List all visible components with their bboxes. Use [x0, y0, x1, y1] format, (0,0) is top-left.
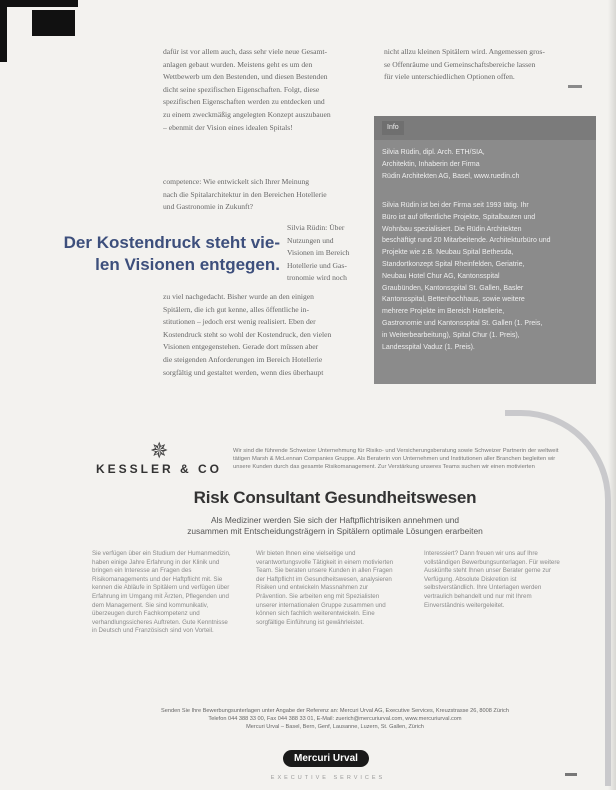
text-line: Hotellerie und Gas-	[287, 260, 347, 270]
text-line: dicht seine spezifischen Eigenschaften. Folgt, diese	[163, 84, 320, 94]
text-line: in Weiterbearbeitung), Spital Chur (1. Preis),	[382, 331, 520, 339]
text-line: tronomie wird noch	[287, 273, 347, 283]
corner-mark-top	[0, 0, 78, 7]
text-line: die steigenden Anforderungen im Bereich Hotellerie	[163, 354, 323, 364]
text-line: Neubau Hotel Chur AG, Kantonsspital	[382, 272, 500, 280]
mercuri-urval-logo: Mercuri Urval	[283, 750, 369, 767]
ad-column-1: Sie verfügen über ein Studium der Humanmedizin, haben einige Jahre Erfahrung in der Klinik und bringen ein Interesse an Fragen des Risikomanagements und der Haftpflicht mit. Sie kennen die Abläufe in Spitälern und verfügen über Erfahrung im Umgang mit Ärzten, Pflegenden und dem Management. Sie sind kommunikativ, überzeugen durch Fachkompetenz und verhandlungssicheres Auftreten. Gute Kenntnisse in Deutsch und Französisch sind von Vorteil.	[92, 550, 231, 635]
text-line: Silvia Rüdin, dipl. Arch. ETH/SIA,	[382, 149, 485, 156]
text-line: Büro ist auf öffentliche Projekte, Spitalbauten und	[382, 213, 536, 221]
text-line: Visionen im Bereich	[287, 248, 350, 258]
text-line: sorgfältig und gestaltet werden, wenn dies überhaupt	[163, 367, 324, 377]
info-box-header	[374, 116, 596, 140]
text-line: Rüdin Architekten AG, Basel, www.ruedin.ch	[382, 172, 520, 180]
interview-answer-start	[287, 222, 369, 285]
text-line: stitutionen – jedoch erst wenig realisiert. Eben der	[163, 317, 316, 327]
text-line: nicht allzu kleinen Spitälern wird. Angemessen gros-	[384, 47, 545, 56]
text-line: dafür ist vor allem auch, dass sehr viele neue Gesamt-	[163, 47, 328, 56]
article-column-2	[384, 46, 594, 84]
text-line: mehrere Projekte im Bereich Hotellerie,	[382, 308, 505, 316]
text-line: Nutzungen und	[287, 235, 334, 245]
article-column-1-top	[163, 46, 368, 134]
text-line: Landesspital Vaduz (1. Preis).	[382, 343, 475, 351]
ad-footer-line: Senden Sie Ihre Bewerbungsunterlagen unter Angabe der Referenz an: Mercuri Urval AG, Executive Services, Kreuzstrasse 26, 8008 Zürich	[161, 708, 509, 714]
text-line: Kantonsspital, Bettenhochhaus, sowie weitere	[382, 296, 525, 304]
section-marker-block	[32, 10, 75, 36]
text-line: zu einem zweckmäßig angelegten Konzept auszubauen	[163, 109, 331, 119]
text-line: zu viel nachgedacht. Bisher wurde an den einigen	[163, 292, 314, 301]
text-line: – ebenmit der Vision eines idealen Spitals!	[163, 122, 293, 132]
ad-contact-footer	[100, 707, 570, 732]
ad-intro: Wir sind die führende Schweizer Unternehmung für Risiko- und Versicherungsberatung sowie Schweizer Partnerin der weltweit tätigen Marsh & McLennan Companies Gruppe. Als Beraterin von Unternehmen und Institutionen aller Branchen begleiten wir unsere Kunden durch das gesamte Risikomanagement. Zur Verstärkung unseres Teams suchen wir einen motivierten	[233, 448, 559, 470]
ad-column-2: Wir bieten Ihnen eine vielseitige und verantwortungsvolle Tätigkeit in einem motivierten Team. Sie beraten unsere Kunden in allen Fragen der Haftpflicht im Gesundheitswesen, analysieren Risiken und entwickeln Massnahmen zur Prävention. Sie arbeiten eng mit Spezialisten unserer internationalen Gruppe zusammen und können sich fachlich weiterentwickeln. Eine sorgfältige Einführung ist gewährleistet.	[256, 550, 394, 626]
text-line: und Gastronomie in Zukunft?	[163, 202, 254, 212]
company-logo-icon: ✵	[150, 438, 169, 463]
text-line: Silvia Rüdin ist bei der Firma seit 1993 tätig. Ihr	[382, 202, 529, 209]
text-line: se Offenräume und Gemeinschaftsbereiche lassen	[384, 59, 536, 69]
end-of-text-marker	[568, 85, 582, 88]
text-line: anlagen gebaut wurden. Meistens geht es um den	[163, 59, 313, 69]
ad-footer-line: Mercuri Urval – Basel, Bern, Genf, Lausanne, Luzern, St. Gallen, Zürich	[246, 724, 424, 731]
text-line: Gastronomie und Kantonsspital St. Gallen (1. Preis,	[382, 319, 543, 327]
pull-quote-line: len Visionen entgegen.	[95, 255, 280, 274]
text-line: competence: Wie entwickelt sich Ihrer Meinung	[163, 177, 310, 186]
company-logo-text: KESSLER & CO	[96, 462, 223, 476]
text-line: Projekte wie z.B. Neubau Spital Bethesda,	[382, 249, 514, 257]
text-line: Silvia Rüdin: Über	[287, 223, 345, 232]
interview-question	[163, 176, 368, 214]
info-box	[374, 116, 596, 384]
text-line: nach die Spitalarchitektur in den Bereichen Hotellerie	[163, 189, 327, 199]
corner-mark-left	[0, 0, 7, 62]
text-line: Standortkonzept Spital Rheinfelden, Geriatrie,	[382, 260, 525, 268]
ad-column-3: Interessiert? Dann freuen wir uns auf Ihre vollständigen Bewerbungsunterlagen. Für weitere Auskünfte steht Ihnen unser Berater gerne zur Verfügung. Absolute Diskretion ist selbstverständlich. Ihre Unterlagen werden vertraulich behandelt und nur mit Ihrem Einverständnis weitergeleitet.	[424, 550, 560, 609]
text-line: beschäftigt rund 20 Mitarbeitende. Architekturbüro und	[382, 237, 551, 245]
page-marker	[565, 773, 577, 776]
ad-subtitle-line: Als Mediziner werden Sie sich der Haftpflichtrisiken annehmen und	[210, 515, 460, 525]
text-line: Visionen entgegenstehen. Gerade dort müssen aber	[163, 342, 319, 352]
info-box-author	[382, 147, 588, 182]
text-line: Spitälern, die ich gut kenne, alles öffentliche in-	[163, 304, 309, 314]
text-line: Wettbewerb um den Bestenden, und diesen Bestenden	[163, 72, 328, 82]
text-line: Graubünden, Kantonsspital St. Gallen, Basler	[382, 284, 524, 292]
text-line: Kostendruck steht so wohl der Kostendruck, den vielen	[163, 329, 332, 339]
text-line: Wohnbau spezialisiert. Die Rüdin Architekten	[382, 225, 522, 233]
text-line: für viele unterschiedlichen Optionen offen.	[384, 72, 515, 82]
executive-services-label: EXECUTIVE SERVICES	[270, 775, 386, 781]
text-line: Architektin, Inhaberin der Firma	[382, 160, 480, 168]
ad-footer-line: Telefon 044 388 33 00, Fax 044 388 33 01, E-Mail: zuerich@mercuriurval.com, www.mercuriurval.com	[208, 716, 462, 723]
text-line: spezifischen Eigenschaften werden zu entdecken und	[163, 97, 325, 107]
ad-subtitle-line: zusammen mit Entscheidungsträgern in Spitälern optimale Lösungen erarbeiten	[187, 525, 483, 536]
ad-title: Risk Consultant Gesundheitswesen	[193, 488, 477, 507]
pull-quote-line: Der Kostendruck steht vie-	[63, 233, 280, 252]
interview-answer	[163, 291, 368, 379]
info-box-bio	[382, 200, 588, 353]
pull-quote	[60, 232, 280, 276]
ad-subtitle	[170, 515, 500, 536]
info-box-tag: Info	[382, 121, 404, 135]
